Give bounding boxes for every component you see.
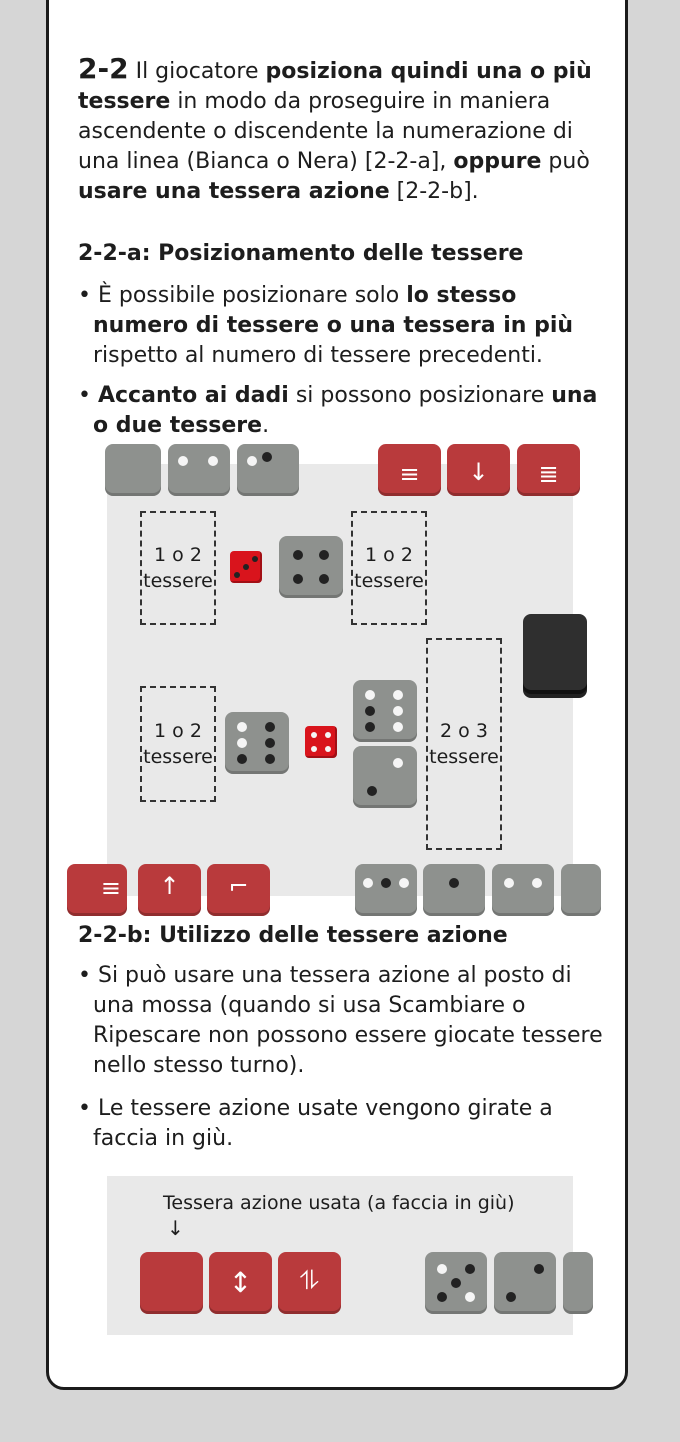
ba2-part-1: si possono posizionare xyxy=(288,383,552,408)
top-tile-1 xyxy=(105,444,161,496)
top-tile-3 xyxy=(237,444,299,496)
slot-d-label: 2 o 3 xyxy=(440,720,488,742)
bottom-action-tile-3 xyxy=(207,864,270,916)
action-tile-swap xyxy=(209,1252,272,1314)
ba2-part-0: Accanto ai dadi xyxy=(97,383,289,408)
ba1-part-2: rispetto al numero di tessere precedenti. xyxy=(93,343,543,368)
list-icon: ≡ xyxy=(399,460,420,488)
bullet-a2: • Accanto ai dadi si possono posizionare una o due tessere. xyxy=(78,383,598,438)
bullet-b1-text: Si può usare una tessera azione al posto di una mossa (quando si usa Scambiare o Ripescare non possono essere giocate tessere nello stesso turno). xyxy=(93,963,603,1078)
slot-d xyxy=(426,638,502,850)
ba1-part-0: È possibile posizionare solo xyxy=(97,283,407,308)
intro-part-6: [2-2-b]. xyxy=(389,179,479,204)
grey-tile-four xyxy=(279,536,343,598)
bottom-action-tile-2 xyxy=(138,864,201,916)
face-down-action-tile xyxy=(140,1252,203,1314)
bottom-action-tile-1 xyxy=(67,864,127,916)
bottom-tile-4 xyxy=(561,864,601,916)
section-number: 2-2 xyxy=(78,52,129,85)
bullet-b2: • Le tessere azione usate vengono girate a faccia in giù. xyxy=(78,1096,553,1151)
grey-tile-two-b xyxy=(494,1252,556,1314)
draw-stack xyxy=(523,614,587,690)
red-die-three xyxy=(230,551,262,583)
grey-tile-five xyxy=(353,680,417,742)
slot-a-label: 1 o 2 xyxy=(154,544,202,566)
intro-text xyxy=(78,59,592,204)
intro-part-1: posiziona quindi una o più tessere xyxy=(78,59,592,114)
grey-tile-two xyxy=(353,746,417,808)
bottom-tile-2 xyxy=(423,864,485,916)
top-action-tile-2 xyxy=(447,444,510,496)
intro-part-4: può xyxy=(541,149,590,174)
bottom-tile-1 xyxy=(355,864,417,916)
top-action-tile-1 xyxy=(378,444,441,496)
red-die-four xyxy=(305,726,337,758)
section-intro xyxy=(78,54,598,207)
action-tile-redraw xyxy=(278,1252,341,1314)
take-from-stack-icon: ⌐ xyxy=(228,872,249,900)
arrow-down-icon: ↓ xyxy=(468,458,489,486)
top-action-tile-3 xyxy=(517,444,580,496)
ba1-part-1: lo stesso numero di tessere o una tessera in più xyxy=(93,283,574,338)
intro-part-2: in modo da proseguire in maniera ascendente o discendente la numerazione di una linea (Bianca o Nera) [2-2-a], xyxy=(78,89,573,174)
slot-d-word: tessere xyxy=(429,746,499,768)
bullet-b2-text: Le tessere azione usate vengono girate a faccia in giù. xyxy=(93,1096,553,1151)
slot-b xyxy=(351,511,427,625)
ba2-part-2: una o due tessere xyxy=(93,383,598,438)
top-tile-2 xyxy=(168,444,230,496)
heading-2-2-b: 2-2-b: Utilizzo delle tessere azione xyxy=(78,923,508,948)
arrow-up-icon: ↑ xyxy=(159,872,180,900)
illustration-action-tiles xyxy=(107,1176,573,1335)
list-icon: ≡ xyxy=(100,874,121,902)
bullet-b1: • Si può usare una tessera azione al posto di una mossa (quando si usa Scambiare o Ripescare non possono essere giocate tessere nello stesso turno). xyxy=(78,963,603,1078)
slot-c xyxy=(140,686,216,802)
slot-b-word: tessere xyxy=(354,570,424,592)
bullet-a1: • È possibile posizionare solo lo stesso numero di tessere o una tessera in più rispetto al numero di tessere precedenti. xyxy=(78,283,574,368)
intro-part-0: Il giocatore xyxy=(128,59,266,84)
illustration-placement xyxy=(100,458,573,902)
intro-part-5: usare una tessera azione xyxy=(78,179,390,204)
slot-a xyxy=(140,511,216,625)
bottom-tile-3 xyxy=(492,864,554,916)
intro-part-3: oppure xyxy=(453,149,542,174)
caption: Tessera azione usata (a faccia in giù) xyxy=(163,1192,515,1214)
grey-tile-cut xyxy=(563,1252,593,1314)
take-from-stack-icon: ⥮ xyxy=(300,1266,319,1296)
slot-c-label: 1 o 2 xyxy=(154,720,202,742)
slot-b-label: 1 o 2 xyxy=(365,544,413,566)
slot-c-word: tessere xyxy=(143,746,213,768)
grey-tile-six xyxy=(225,712,289,774)
arrow-up-down-icon: ↕ xyxy=(228,1266,253,1299)
list-icon: ≣ xyxy=(538,460,559,488)
slot-a-word: tessere xyxy=(143,570,213,592)
arrow-down-icon: ↓ xyxy=(167,1216,184,1240)
heading-2-2-a: 2-2-a: Posizionamento delle tessere xyxy=(78,241,524,266)
grey-tile-five-b xyxy=(425,1252,487,1314)
ba2-part-3: . xyxy=(262,413,270,438)
